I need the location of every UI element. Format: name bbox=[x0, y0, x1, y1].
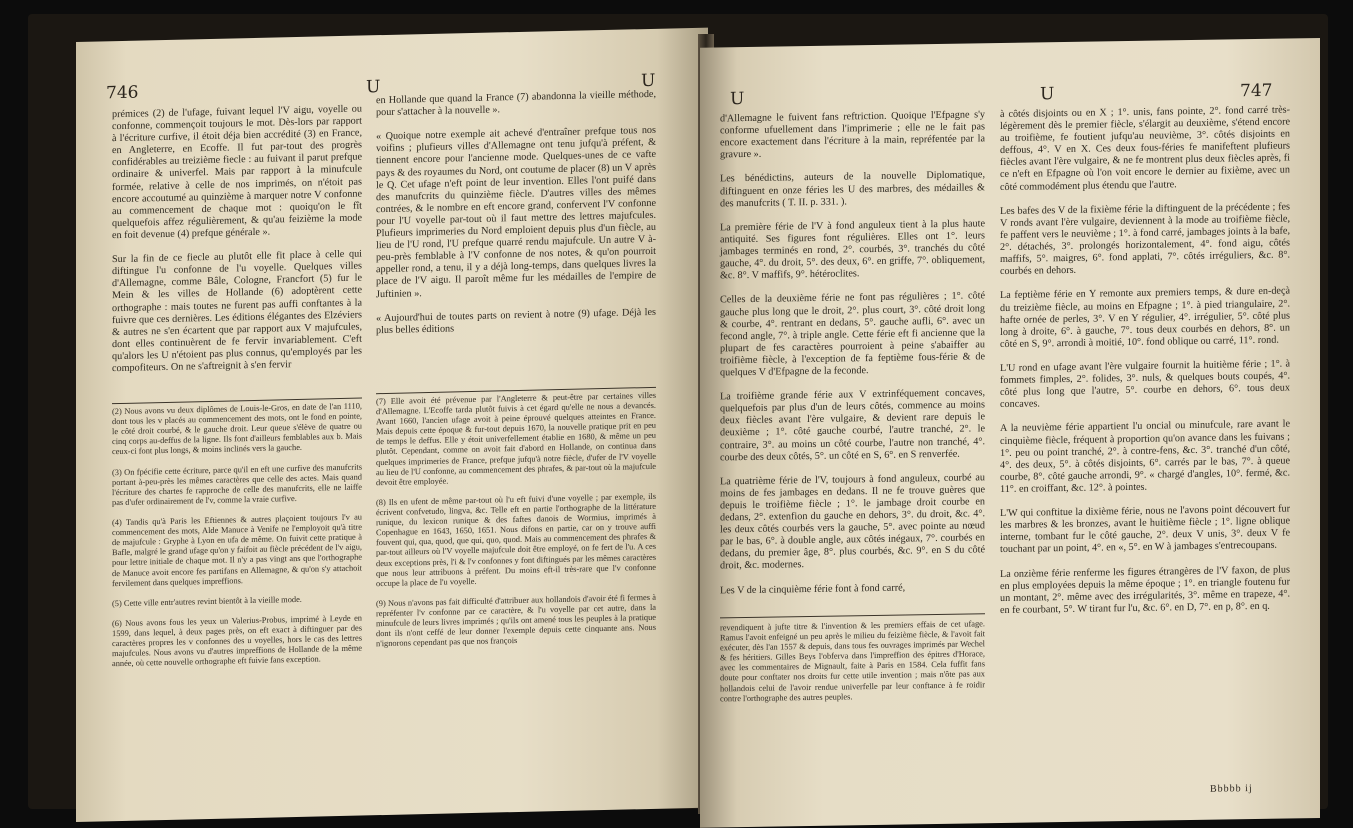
footnote-rule bbox=[720, 613, 985, 618]
right-column-1-text: d'Allemagne le fuivent fans reftriction. Quoique l'Efpagne s'y conforme ufuellement dans l'imprimerie ; elle ne le fait pas encore exactement dans l'écriture à la main, repréfentée par la gravure ». Les bénédictins, auteurs de la nouvelle Diplomatique, diftinguent en onze féries les U des marbres, des médailles & des manufcrits ( T. II. p. 331. ). La première férie de l'V à fond anguleux tient à la plus haute antiquité. Ses figures font régulières. Elles ont 1°. leurs jambages terminés en rond, 2°. courbés, 3°. tranchés du côté gauche, 4°. du droit, 5°. des deux, 6°. en griffe, 7°. obliquement, &c. 8°. V maffifs, 9°. hétéroclites. Celles de la deuxième férie ne font pas régulières ; 1°. côté gauche plus long que le droit, 2°. plus court, 3°. côté droit long & courbe, 4°. rentrant en dedans, 5°. gauche aufli, 6°. avec un fecond angle, 7°. à triple angle. Cette férie eft fi ancienne que la plupart de fes caractères pourroient à peine s'abaiffer au troifième fiècle, à l'exception de fa feptième fous-férie & de quelques V d'Efpagne de la feconde. La troifième grande férie aux V extrinféquement concaves, quelquefois par plus d'un de leurs côtés, commence au moins deux fiècles avant l'ère vulgaire, & devient rare depuis le deuxième ; 1°. côté gauche courbé, l'autre tranché, 2°. le contraire, 3°. au moins un côté courbe, l'autre non tranché, 4°. courbe des deux côtés, 5°. un côté en S, 6°. en S renverfée. La quatrième férie de l'V, toujours à fond anguleux, courbé au moins de fes jambages en dedans. Il ne fe trouve guères que depuis le troifième fiècle ; 1°. le jambage droit courbe en dedans, 2°. extenfion du gauche en dehors, 3°. du droit, &c. 4°. les deux côtés courbés vers la gauche, 5°. avec pointe au nœud par le bas, 6°. à double angle, aux côtés inégaux, 7°. courbés en dedans, du premier âge, 8°. plus courbés, &c. 9°. en S du côté droit, &c. modernes. Les V de la cinquième férie font à fond carré, bbox=[720, 109, 985, 597]
left-column-1-footnotes: (2) Nous avons vu deux diplômes de Louis-le-Gros, en date de l'an 1110, dont tous les v placés au commencement des mots, ont le fond en pointe, le côté droit courbé, & le gauche droit. Leur queue s'élève de quatre ou cinq corps au-deffus de la ligne. Ils font d'ailleurs femblables aux b. Mais ceux-ci font plus longs, & moins inclinés vers la gauche. (3) On fpécifie cette écriture, parce qu'il en eft une curfive des manufcrits portant à-peu-près les mêmes caractères que celle des actes. Mais quand l'écriture des chartes fe rapproche de celle des manufcrits, elle ne laiffe pas d'ufer ordinairement de l'v, comme la vraie curfive. (4) Tandis qu'à Paris les Eftiennes & autres plaçoient toujours l'v au commencement des mots, Alde Manuce à Venife ne l'employoit qu'à titre de majufcule : Gryphe à Lyon en ufa de même. On fuivit cette pratique à Bafle, malgré le grand ufage qu'on y faifoit au fiècle précédent de l'v aigu, pour lettre initiale de chaque mot. Il n'y a pas vingt ans que l'orthographe de Manuce avoit encore fes partifans en Allemagne, & qu'on s'y attachoit fervilement dans quelques impreffions. (5) Cette ville entr'autres revint bientôt à la vieille mode. (6) Nous avons fous les yeux un Valerius-Probus, imprimé à Leyde en 1599, dans lequel, à deux pages près, on eft exact à diftinguer par des caractères propres les v confonnes des u voyelles, hors le cas des lettres majufcules. Nous avons vu d'autres impreffions de Hollande de la même année, où cette nouvelle orthographe eft fuivie fans exception. bbox=[112, 401, 362, 669]
left-page-number: 746 bbox=[106, 82, 139, 104]
right-running-head-center: U bbox=[730, 89, 745, 110]
left-page bbox=[76, 28, 708, 822]
right-column-1-footnotes: revendiquent à jufte titre & l'invention & les premiers effais de cet ufage. Ramus l'avoit enfeigné un peu après le milieu du feizième fiècle, & l'avoit fait exécuter, dès l'an 1557 & depuis, dans tous fes ouvrages imprimés par Wechel & fes héritiers. Gilles Beys l'obferva dans l'impreffion des épitres d'Horace, avec les commentaires de Mignault, faite à Paris en 1584. Cela fuffit fans doute pour conftater nos droits fur cette utile invention ; mais n'ôte pas aux hollandois celui de l'avoir rendue univerfelle par leur conftance à fe roidir contre l'orthographe des autres peuples. bbox=[720, 619, 988, 704]
printer-signature: Bbbbb ij bbox=[1210, 783, 1253, 795]
open-book bbox=[28, 14, 1328, 809]
left-running-head-center: U bbox=[641, 70, 656, 92]
right-page bbox=[700, 38, 1320, 828]
left-running-head: U bbox=[366, 77, 381, 98]
left-column-1-text: prémices (2) de l'ufage, fuivant lequel l'V aigu, voyelle ou confonne, commençoit toujours le mot. Dès-lors par rapport à l'écriture curfive, il étoit déja bien accrédité (3) en France, en Angleterre, en Ecoffe. Il fut par-tout des progrès confidérables au treizième fiecle : au fuivant il parut prefque ordinaire & univerfel. Mais par rapport à la minufcule formée, relative à celle de nos imprimés, on n'étoit pas encore accoutumé au quinzième à marquer notre V confonne au commencement de chaque mot : quoiqu'on le fît quelquefois affez régulièrement, & qu'au feizième la mode en foit devenue (4) prefque générale ». Sur la fin de ce fiecle au plutôt elle fit place à celle qui diftingue l'u confonne de l'u voyelle. Quelques villes d'Allemagne, comme Bâle, Cologne, Francfort (5) fur le Mein & les villes de Hollande (6) adoptèrent cette orthographe : mais toutes ne furent pas auffi conftantes à la fuivre que ces dernières. Les éditions élégantes des Elzéviers & autres ne s'en écartent que par rapport aux V majufcules, dont elles continuèrent de fe fervir invariablement. C'eft qu'alors les U n'étoient pas plus connus, qu'employés par les compofiteurs. On ne s'aftreignit à s'en fervir bbox=[112, 103, 362, 375]
left-column-2-footnotes: (7) Elle avoit été prévenue par l'Angleterre & peut-être par certaines villes d'Allemagne. L'Ecoffe tarda plutôt fuivis à cet égard qu'elle ne nous a devancés. Avant 1660, l'ancien ufage avoit à peine éprouvé quelques atteintes en France. Mais depuis cette époque & fur-tout depuis 1670, la nouvelle pratique prit en peu de temps le deffus. Elle y étoit univerfellement établie en 1680, & même un peu plutôt. Cependant, comme on avoit fait d'abord en Hollande, on continua dans quelques imprimeries de France, prefque jufqu'à notre fiècle, d'ufer de l'V voyelle au lieu de l'U confonne, au commencement des phrafes, & par-tout où la majufcule devoit être employée. (8) Ils en ufent de même par-tout où l'u eft fuivi d'une voyelle ; par exemple, ils écrivent confvetudo, lingva, &c. Telle eft en partie l'orthographe de la littérature runique, du lexicon runique & des faftes danois de Wormius, imprimés à Copenhague en 1643, 1650, 1651. Nous difons en partie, car on y trouve auffi fouvent qui, qua, quod, que qui, quo, quod. Mais au commencement des phrafes & par-tout ailleurs où l'V voyelle majufcule doit être employé, on fe fert de l'u. A ces deux exceptions près, l'i & l'v confonnes y font diftingués par les mêmes caractères que nous leur attribuons à préfent. Du moins eft-il très-rare que l'v confonne occupe la place de l'u voyelle. (9) Nous n'avons pas fait difficulté d'attribuer aux hollandois d'avoir été fi fermes à repréfenter l'v confonne par ce caractère, & l'u voyelle par cet autre, dans la minufcule de leurs livres imprimés ; qu'ils ont amené tous les peuples à la pratique dont ils n'ont ceffé de leur donner l'exemple depuis cette cinquante ans. Nous n'ignorons cependant pas que nos françois bbox=[376, 390, 656, 649]
right-column-2-text: à côtés disjoints ou en X ; 1°. unis, fans pointe, 2°. fond carré très-légèrement dès le premier fiècle, s'élargit au deuxième, s'étend encore au troifième, fe foutient jufqu'au neuvième, 3°. côtés disjoints en deffous, 4°. V en X. Ces deux fous-féries fe manifeftent plufieurs fiècles avant l'ère vulgaire, & ne fe montrent plus deux fiècles après, fi ce n'eft en Efpagne où l'on voit encore le dernier au fixième, avec un côté commodément plus étendu que l'autre. Les bafes des V de la fixième férie la diftinguent de la précédente ; fes V ronds avant l'ère vulgaire, deviennent à la mode au troifième fiècle, fe paffent vers le neuvième ; 1°. à fond carré, jambages joints à la bafe, 2°. détachés, 3°. prolongés horizontalement, 4°. fond aigu, côtés maffifs, 5°. maigres, 6°. fond applati, 7°. côtés irréguliers, &c. 8°. courbés en dehors. La feptième férie en Y remonte aux premiers temps, & dure en-deçà du treizième fiècle, au moins en Efpagne ; 1°. à pied triangulaire, 2°. hafte ornée de perles, 3°. V en Y régulier, 4°. irrégulier, 5°. côté plus long à droite, 6°. à gauche, 7°. tous deux courbés en dehors, 8°. un côté en S, 9°. arrondi à moitié, 10°. fond oblique ou carré, 11°. rond. L'U rond en ufage avant l'ère vulgaire fournit la huitième férie ; 1°. à fommets fimples, 2°. folides, 3°. nuls, & quelques bouts coupés, 4°. côté plus long que l'autre, 5°. courbe en dehors, 6°. tous deux concaves. A la neuvième férie appartient l'u oncial ou minufcule, rare avant le cinquième fiècle, fréquent à proportion qu'on avance dans les fuivans ; 1°. peu ou point tranché, 2°. à contre-fens, &c. 3°. tranché d'un côté, 4°. des deux, 5°. à côtés disjoints, 6°. carrés par le bas, 7°. à queue courbe, 8°. côté gauche arrondi, 9°. « chargé d'angles, 10°. fermé, &c. 11°. en croiffant, &c. 12°. à pointes. L'W qui conftitue la dixième férie, nous ne l'avons point découvert fur les marbres & les bronzes, avant le huitième fiècle ; 1°. ligne oblique interne, tombant fur le côté gauche, 2°. deux V unis, 3°. deux V fe touchant par un point, 4°. en «, 5°. en W à jambages s'entrecoupans. La onzième férie renferme les figures étrangères de l'V faxon, de plus en plus employées depuis la même époque ; 1°. en triangle foutenu fur un montant, 2°. même avec des irrégularités, 3°. même en trapeze, 4°. en fe courbant, 5°. W tirant fur l'u, &c. 6°. en D, 7°. en p, 8°. en q. bbox=[1000, 104, 1290, 616]
right-page-number: 747 bbox=[1240, 80, 1273, 102]
left-column-2-text: en Hollande que quand la France (7) abandonna la vieille méthode, pour s'attacher à la nouvelle ». « Quoique notre exemple ait achevé d'entraîner prefque tous nos voifins ; plufieurs villes d'Allemagne ont tenu jufqu'à préfent, & tiennent encore pour l'ancienne mode. Quelques-unes de ce vafte pays & des royaumes du Nord, ont coutume de placer (8) un V après le Q. Cet ufage n'eft point de leur invention. Elles l'ont puifé dans des manufcrits du quinzième fiècle. D'autres villes des mêmes contrées, & le nombre en eft encore grand, confervent l'V confonne pour l'U voyelle par-tout où il faut mettre des lettres majufcules. Plufieurs imprimeries du Nord emploient depuis plus d'un fiècle, au lieu de l'U rond, l'U prefque quarré rendu majufcule. Un autre V à-peu-près femblable à l'V confonne de nos notes, & qu'on pourroit appeller rond, a tenu, il y a déjà long-temps, dans quelques livres la place de l'V aigu. Il paroît même fur les médailles de l'empire de Juftinien ». « Aujourd'hui de toutes parts on revient à notre (9) ufage. Déjà les plus belles éditions bbox=[376, 88, 656, 336]
right-running-head: U bbox=[1040, 84, 1055, 105]
